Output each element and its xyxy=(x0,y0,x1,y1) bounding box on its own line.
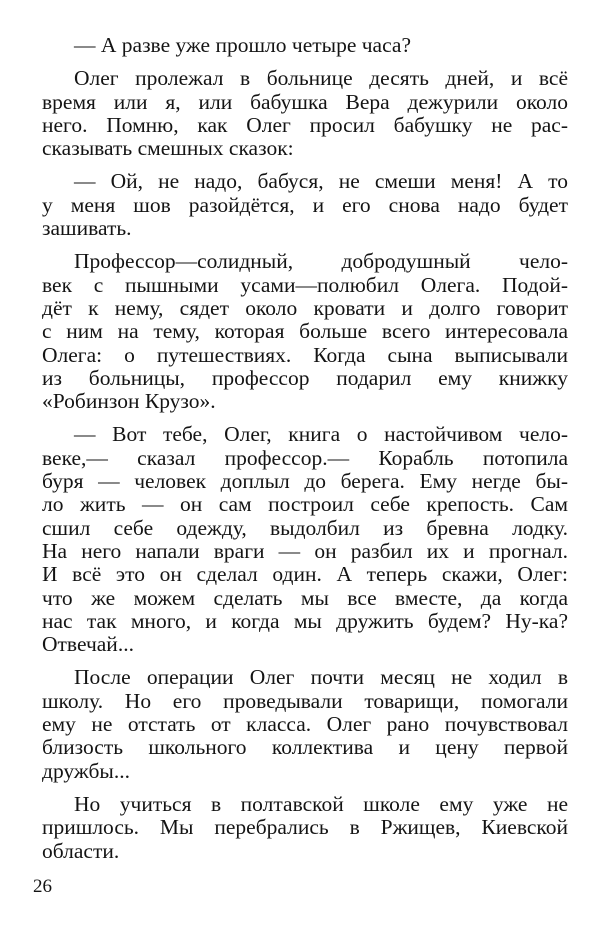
text-line: что же можем сделать мы все вместе, да когда xyxy=(42,585,568,610)
text-line: После операции Олег почти месяц не ходил в xyxy=(74,665,568,690)
paragraph xyxy=(42,666,568,782)
text-line: буря — человек доплыл до берега. Ему негде бы- xyxy=(42,469,568,494)
page-number: 26 xyxy=(33,876,52,897)
text-line: Но учиться в полтавской школе ему уже не xyxy=(74,791,568,816)
text-line: «Робинзон Крузо». xyxy=(42,389,216,414)
text-line: с ним на тему, которая больше всего интересовала xyxy=(42,319,568,344)
text-line: — Ой, не надо, бабуся, не смеши меня! А то xyxy=(74,169,568,194)
text-line: зашивать. xyxy=(42,216,132,241)
text-line: из больницы, профессор подарил ему книжку xyxy=(42,365,568,390)
paragraph xyxy=(42,250,568,413)
text-line: ему не отстать от класса. Олег рано почувствовал xyxy=(42,712,568,737)
text-line: Профессор—солидный, добродушный чело- xyxy=(74,249,568,274)
text-line: школу. Но его проведывали товарищи, помогали xyxy=(42,688,568,713)
text-line: сказывать смешных сказок: xyxy=(42,136,294,161)
text-line: пришлось. Мы перебрались в Ржищев, Киевской xyxy=(42,815,568,840)
text-line: Олег пролежал в больнице десять дней, и всё xyxy=(74,66,568,91)
paragraph xyxy=(42,793,568,863)
text-line: у меня шов разойдётся, и его снова надо будет xyxy=(42,192,568,217)
text-line: Олега: о путешествиях. Когда сына выписывали xyxy=(42,342,568,367)
text-line: век с пышными усами—полюбил Олега. Подой- xyxy=(42,272,568,297)
text-line: На него напали враги — он разбил их и прогнал. xyxy=(42,538,568,563)
body-text xyxy=(42,34,568,873)
text-line: сшил себе одежду, выдолбил из бревна лодку. xyxy=(42,515,568,540)
text-line: нас так много, и когда мы дружить будем? Ну-ка? xyxy=(42,608,568,633)
text-line: дружбы... xyxy=(42,758,130,783)
text-line: дёт к нему, сядет около кровати и долго говорит xyxy=(42,295,568,320)
text-line: ло жить — он сам построил себе крепость. Сам xyxy=(42,492,568,517)
text-line: близость школьного коллектива и цену первой xyxy=(42,735,568,760)
text-line: области. xyxy=(42,838,120,863)
text-line: Отвечай... xyxy=(42,632,134,657)
text-line: И всё это он сделал один. А теперь скажи, Олег: xyxy=(42,562,568,587)
paragraph xyxy=(42,34,568,57)
paragraph xyxy=(42,170,568,240)
text-line: — Вот тебе, Олег, книга о настойчивом чело- xyxy=(74,422,568,447)
text-line: — А разве уже прошло четыре часа? xyxy=(74,33,411,57)
text-line: веке,— сказал профессор.— Корабль потопила xyxy=(42,445,568,470)
paragraph xyxy=(42,423,568,656)
paragraph xyxy=(42,67,568,160)
text-line: время или я, или бабушка Вера дежурили около xyxy=(42,89,568,114)
text-line: него. Помню, как Олег просил бабушку не рас- xyxy=(42,112,568,137)
